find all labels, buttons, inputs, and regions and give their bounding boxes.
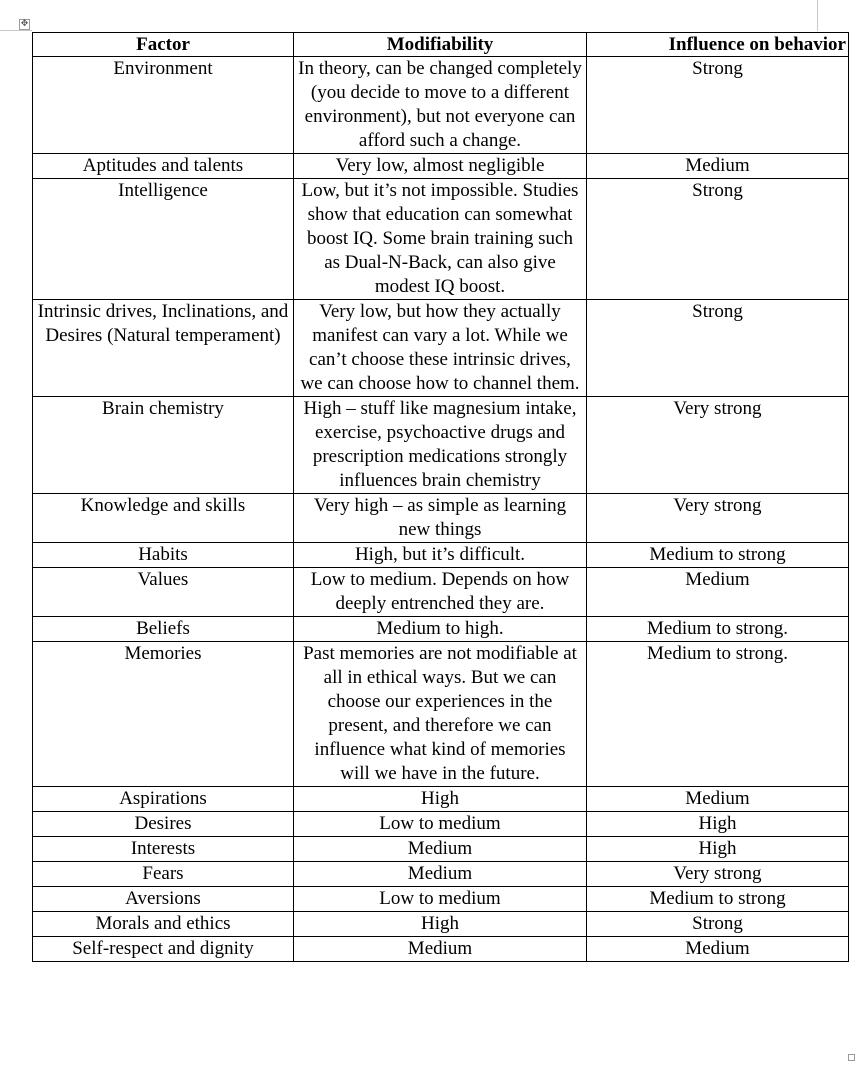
table-row xyxy=(33,568,849,617)
factor-cell[interactable]: Intrinsic drives, Inclinations, and Desires (Natural temperament) xyxy=(33,300,294,397)
modifiability-cell[interactable]: High, but it’s difficult. xyxy=(294,543,587,568)
factor-cell[interactable]: Memories xyxy=(33,642,294,787)
table-row xyxy=(33,617,849,642)
modifiability-cell[interactable]: In theory, can be changed completely (you decide to move to a different environment), but not everyone can afford such a change. xyxy=(294,57,587,154)
modifiability-cell[interactable]: Medium xyxy=(294,862,587,887)
table-row xyxy=(33,543,849,568)
header-influence[interactable]: Influence on behavior xyxy=(587,33,849,57)
factor-cell[interactable]: Desires xyxy=(33,812,294,837)
modifiability-cell[interactable]: Very high – as simple as learning new things xyxy=(294,494,587,543)
influence-cell[interactable]: Medium to strong xyxy=(587,543,849,568)
influence-cell[interactable]: High xyxy=(587,837,849,862)
modifiability-cell[interactable]: High – stuff like magnesium intake, exercise, psychoactive drugs and prescription medications strongly influences brain chemistry xyxy=(294,397,587,494)
table-row xyxy=(33,57,849,154)
influence-cell[interactable]: Medium xyxy=(587,787,849,812)
influence-cell[interactable]: Very strong xyxy=(587,397,849,494)
modifiability-cell[interactable]: Medium to high. xyxy=(294,617,587,642)
influence-cell[interactable]: Medium xyxy=(587,937,849,962)
table-resize-handle-icon[interactable] xyxy=(848,1054,855,1061)
factor-cell[interactable]: Self-respect and dignity xyxy=(33,937,294,962)
table-row xyxy=(33,812,849,837)
margin-guide-horizontal xyxy=(0,30,32,31)
modifiability-cell[interactable]: Past memories are not modifiable at all in ethical ways. But we can choose our experiences in the present, and therefore we can influence what kind of memories will we have in the future. xyxy=(294,642,587,787)
factor-cell[interactable]: Intelligence xyxy=(33,179,294,300)
table-row xyxy=(33,887,849,912)
factor-cell[interactable]: Brain chemistry xyxy=(33,397,294,494)
table-row xyxy=(33,937,849,962)
modifiability-cell[interactable]: High xyxy=(294,912,587,937)
influence-cell[interactable]: Strong xyxy=(587,912,849,937)
factor-cell[interactable]: Beliefs xyxy=(33,617,294,642)
modifiability-cell[interactable]: High xyxy=(294,787,587,812)
influence-cell[interactable]: Medium to strong xyxy=(587,887,849,912)
factor-cell[interactable]: Aptitudes and talents xyxy=(33,154,294,179)
influence-cell[interactable]: Medium xyxy=(587,154,849,179)
influence-cell[interactable]: Very strong xyxy=(587,494,849,543)
modifiability-cell[interactable]: Medium xyxy=(294,837,587,862)
table-move-handle-icon[interactable]: ✥ xyxy=(20,19,29,29)
influence-cell[interactable]: Medium to strong. xyxy=(587,642,849,787)
table-row xyxy=(33,642,849,787)
table-row xyxy=(33,837,849,862)
factor-cell[interactable]: Fears xyxy=(33,862,294,887)
text-cursor xyxy=(848,714,849,733)
modifiability-cell[interactable]: Medium xyxy=(294,937,587,962)
influence-cell[interactable]: Medium to strong. xyxy=(587,617,849,642)
header-modifiability[interactable]: Modifiability xyxy=(294,33,587,57)
header-factor[interactable]: Factor xyxy=(33,33,294,57)
table-row xyxy=(33,154,849,179)
table-row xyxy=(33,912,849,937)
table-row xyxy=(33,862,849,887)
table-row xyxy=(33,494,849,543)
margin-guide-vertical xyxy=(817,0,818,31)
modifiability-cell[interactable]: Low to medium xyxy=(294,812,587,837)
factor-cell[interactable]: Aversions xyxy=(33,887,294,912)
influence-cell[interactable]: High xyxy=(587,812,849,837)
modifiability-cell[interactable]: Low to medium. Depends on how deeply entrenched they are. xyxy=(294,568,587,617)
modifiability-cell[interactable]: Low, but it’s not impossible. Studies show that education can somewhat boost IQ. Some brain training such as Dual-N-Back, can also give modest IQ boost. xyxy=(294,179,587,300)
modifiability-cell[interactable]: Very low, almost negligible xyxy=(294,154,587,179)
factor-cell[interactable]: Morals and ethics xyxy=(33,912,294,937)
factor-cell[interactable]: Knowledge and skills xyxy=(33,494,294,543)
table-header-row xyxy=(33,33,849,57)
factor-cell[interactable]: Interests xyxy=(33,837,294,862)
influence-cell[interactable]: Strong xyxy=(587,57,849,154)
factor-cell[interactable]: Values xyxy=(33,568,294,617)
table-row xyxy=(33,179,849,300)
influence-cell[interactable]: Medium xyxy=(587,568,849,617)
table-row xyxy=(33,397,849,494)
table-row xyxy=(33,787,849,812)
table-row xyxy=(33,300,849,397)
influence-cell[interactable]: Very strong xyxy=(587,862,849,887)
modifiability-cell[interactable]: Low to medium xyxy=(294,887,587,912)
influence-cell[interactable]: Strong xyxy=(587,300,849,397)
factor-cell[interactable]: Environment xyxy=(33,57,294,154)
modifiability-cell[interactable]: Very low, but how they actually manifest can vary a lot. While we can’t choose these intrinsic drives, we can choose how to channel them. xyxy=(294,300,587,397)
factors-table xyxy=(32,32,849,962)
factor-cell[interactable]: Aspirations xyxy=(33,787,294,812)
influence-cell[interactable]: Strong xyxy=(587,179,849,300)
factor-cell[interactable]: Habits xyxy=(33,543,294,568)
